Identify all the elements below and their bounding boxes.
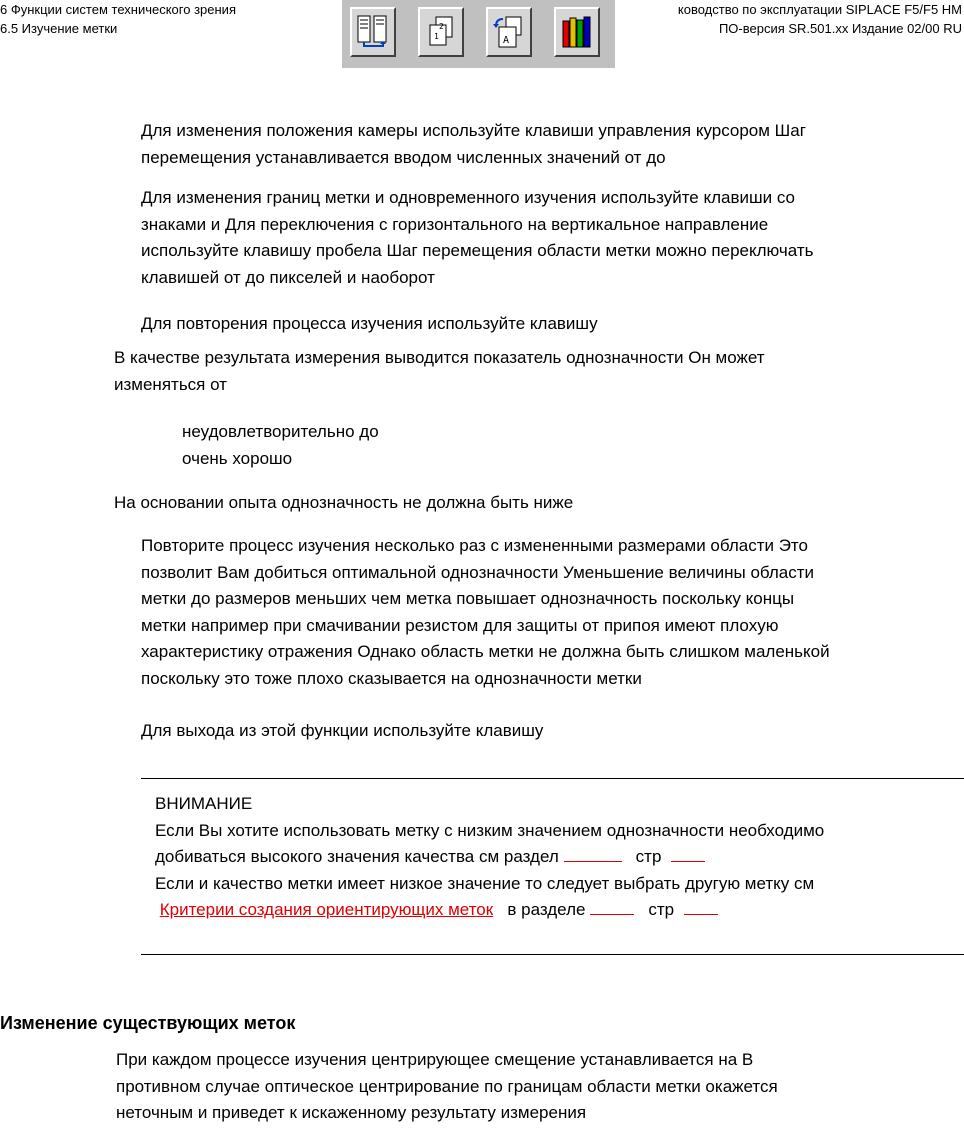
navigation-toolbar [342, 0, 615, 68]
page-header-right [678, 0, 962, 38]
svg-text:A: A [503, 35, 510, 46]
back-icon [493, 15, 525, 49]
section-title: 6.5 Изучение метки [0, 21, 118, 36]
page-ref-blank[interactable] [671, 847, 705, 862]
warning-title: ВНИМАНИЕ [155, 794, 253, 813]
svg-text:1: 1 [434, 32, 439, 41]
paragraph-result: В качестве результата измерения выводится показатель однозначности Он может изменяться от [114, 348, 765, 394]
svg-text:2: 2 [439, 22, 444, 31]
section-ref-blank-2[interactable] [590, 900, 634, 915]
library-button[interactable] [554, 7, 600, 57]
paragraph-repeat-sizes: Повторите процесс изучения несколько раз с измененными размерами области Это позволит Вам добиться оптимальной однозначности Уменьшение величины области метки до размеров меньших чем метка повышает однозначность поскольку концы метки например при смачивании резистом для защиты от припоя имеют плохую характеристику отражения Однако область метки не должна быть слишком маленькой поскольку это тоже плохо сказывается на однозначности метки [141, 536, 830, 688]
back-button[interactable] [486, 7, 532, 57]
paragraph-mark-borders: Для изменения границ метки и одновременного изучения используйте клавиши со знаками и Для переключения с горизонтального на вертикальное направление используйте клавишу пробела Шаг перемещения области метки можно переключать клавишей от до пикселей и наоборот [141, 188, 814, 287]
page-ref-blank-2[interactable] [684, 900, 718, 915]
paragraph-repeat: Для повторения процесса изучения используйте клавишу [141, 314, 598, 333]
version-info: ПО-версия SR.501.xx Издание 02/00 RU [718, 21, 962, 36]
paragraph-exit: Для выхода из этой функции используйте клавишу [141, 721, 544, 740]
paragraph-existing-marks: При каждом процессе изучения центрирующее смещение устанавливается на В противном случае оптическое центрирование по границам области метки окажется неточным и приведет к искаженному результату измерения [116, 1050, 778, 1122]
contents-button[interactable] [350, 7, 396, 57]
library-icon [561, 15, 595, 49]
paragraph-experience: На основании опыта однозначность не должна быть ниже [114, 493, 574, 512]
mark-criteria-link[interactable]: Критерии создания ориентирующих меток [159, 900, 494, 919]
manual-title: ководство по эксплуатации SIPLACE F5/F5 HM [677, 2, 962, 17]
warning-top-rule [141, 778, 964, 779]
chapter-title: 6 Функции систем технического зрения [0, 2, 236, 17]
pages-icon [425, 15, 457, 49]
contents-icon [357, 15, 389, 49]
page-header-left [0, 0, 236, 38]
section-ref-blank[interactable] [564, 847, 622, 862]
warning-bottom-rule [141, 954, 964, 955]
paragraph-camera-position: Для изменения положения камеры используйте клавиши управления курсором Шаг перемещения устанавливается вводом численных значений от до [141, 121, 806, 167]
warning-box: ВНИМАНИЕ Если Вы хотите использовать метку с низким значением однозначности необходимо добиваться высокого значения качества см раздел стр Если и качество метки имеет низкое значение то следует выбрать другую метку см Критерии создания ориентирующих меток в разделе стр [155, 791, 824, 924]
pages-button[interactable] [418, 7, 464, 57]
range-list [182, 419, 379, 472]
range-high: очень хорошо [182, 448, 293, 468]
section-heading: Изменение существующих меток [0, 1013, 296, 1033]
range-low: неудовлетворительно до [182, 422, 379, 441]
